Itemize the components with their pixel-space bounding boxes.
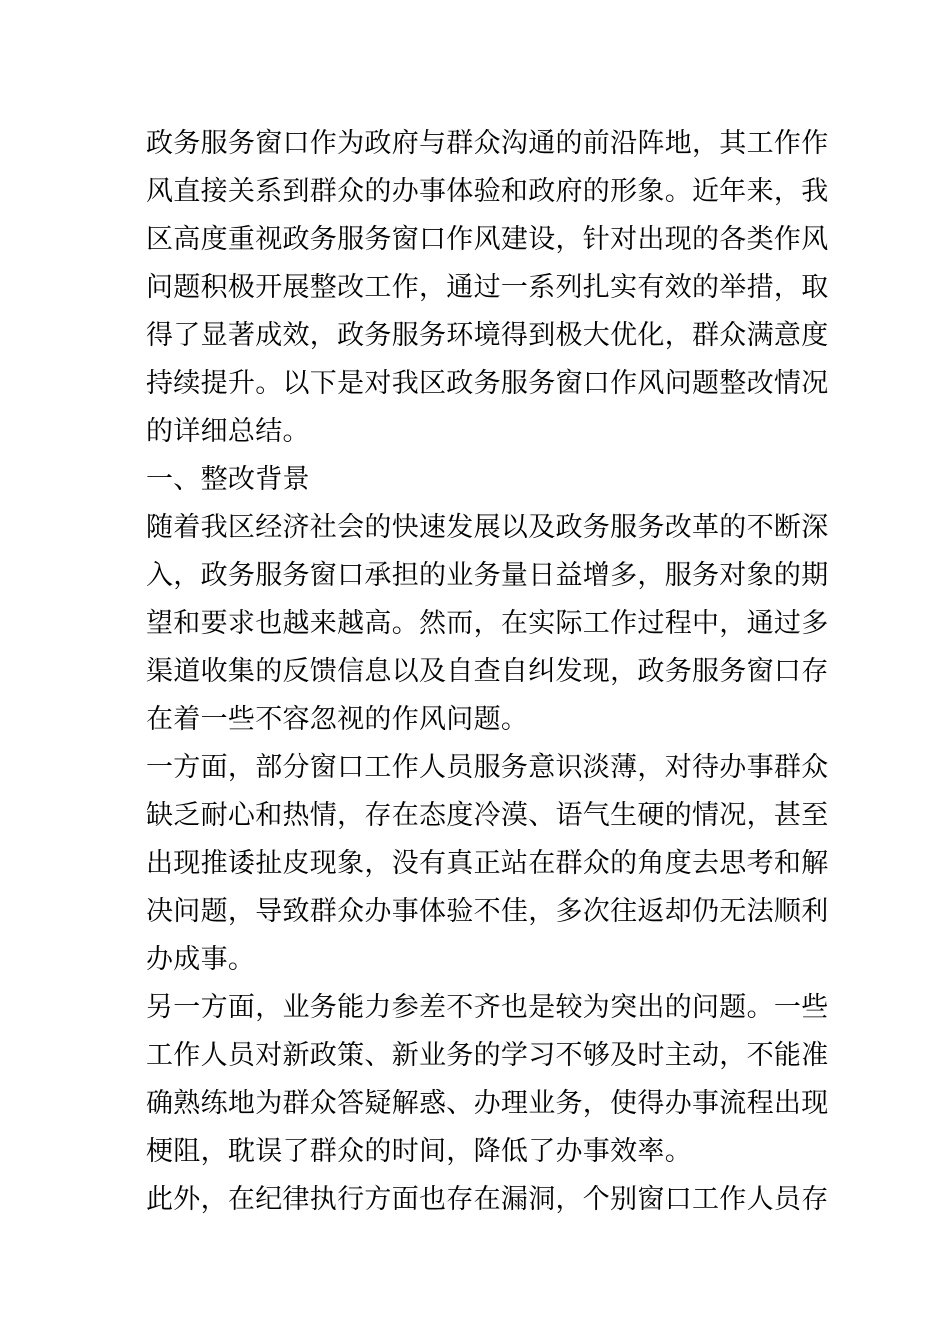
text-line: 入，政务服务窗口承担的业务量日益增多，服务对象的期 bbox=[146, 560, 829, 591]
text-line: 此外，在纪律执行方面也存在漏洞，个别窗口工作人员存 bbox=[146, 1184, 829, 1215]
text-line: 办成事。 bbox=[146, 944, 256, 975]
paragraph-service-attitude bbox=[146, 744, 829, 984]
heading-text: 一、整改背景 bbox=[146, 464, 310, 495]
text-line: 随着我区经济社会的快速发展以及政务服务改革的不断深 bbox=[146, 512, 829, 543]
text-line: 工作人员对新政策、新业务的学习不够及时主动，不能准 bbox=[146, 1040, 829, 1071]
document-body bbox=[146, 120, 829, 1224]
text-line: 决问题，导致群众办事体验不佳，多次往返却仍无法顺利 bbox=[146, 896, 829, 927]
paragraph-intro bbox=[146, 120, 829, 456]
text-line: 梗阻，耽误了群众的时间，降低了办事效率。 bbox=[146, 1136, 692, 1167]
text-line: 出现推诿扯皮现象，没有真正站在群众的角度去思考和解 bbox=[146, 848, 829, 879]
text-line: 政务服务窗口作为政府与群众沟通的前沿阵地，其工作作 bbox=[146, 128, 829, 159]
text-line: 的详细总结。 bbox=[146, 416, 310, 447]
text-line: 一方面，部分窗口工作人员服务意识淡薄，对待办事群众 bbox=[146, 752, 829, 783]
text-line: 得了显著成效，政务服务环境得到极大优化，群众满意度 bbox=[146, 320, 829, 351]
text-line: 区高度重视政务服务窗口作风建设，针对出现的各类作风 bbox=[146, 224, 829, 255]
text-line: 风直接关系到群众的办事体验和政府的形象。近年来，我 bbox=[146, 176, 829, 207]
text-line: 渠道收集的反馈信息以及自查自纠发现，政务服务窗口存 bbox=[146, 656, 829, 687]
text-line: 持续提升。以下是对我区政务服务窗口作风问题整改情况 bbox=[146, 368, 829, 399]
paragraph-background bbox=[146, 504, 829, 744]
paragraph-discipline bbox=[146, 1176, 829, 1224]
text-line: 问题积极开展整改工作，通过一系列扎实有效的举措，取 bbox=[146, 272, 829, 303]
text-line: 另一方面，业务能力参差不齐也是较为突出的问题。一些 bbox=[146, 992, 829, 1023]
paragraph-business-ability bbox=[146, 984, 829, 1176]
text-line: 确熟练地为群众答疑解惑、办理业务，使得办事流程出现 bbox=[146, 1088, 829, 1119]
text-line: 在着一些不容忽视的作风问题。 bbox=[146, 704, 529, 735]
section-heading bbox=[146, 456, 806, 504]
text-line: 望和要求也越来越高。然而，在实际工作过程中，通过多 bbox=[146, 608, 829, 639]
text-line: 缺乏耐心和热情，存在态度冷漠、语气生硬的情况，甚至 bbox=[146, 800, 829, 831]
